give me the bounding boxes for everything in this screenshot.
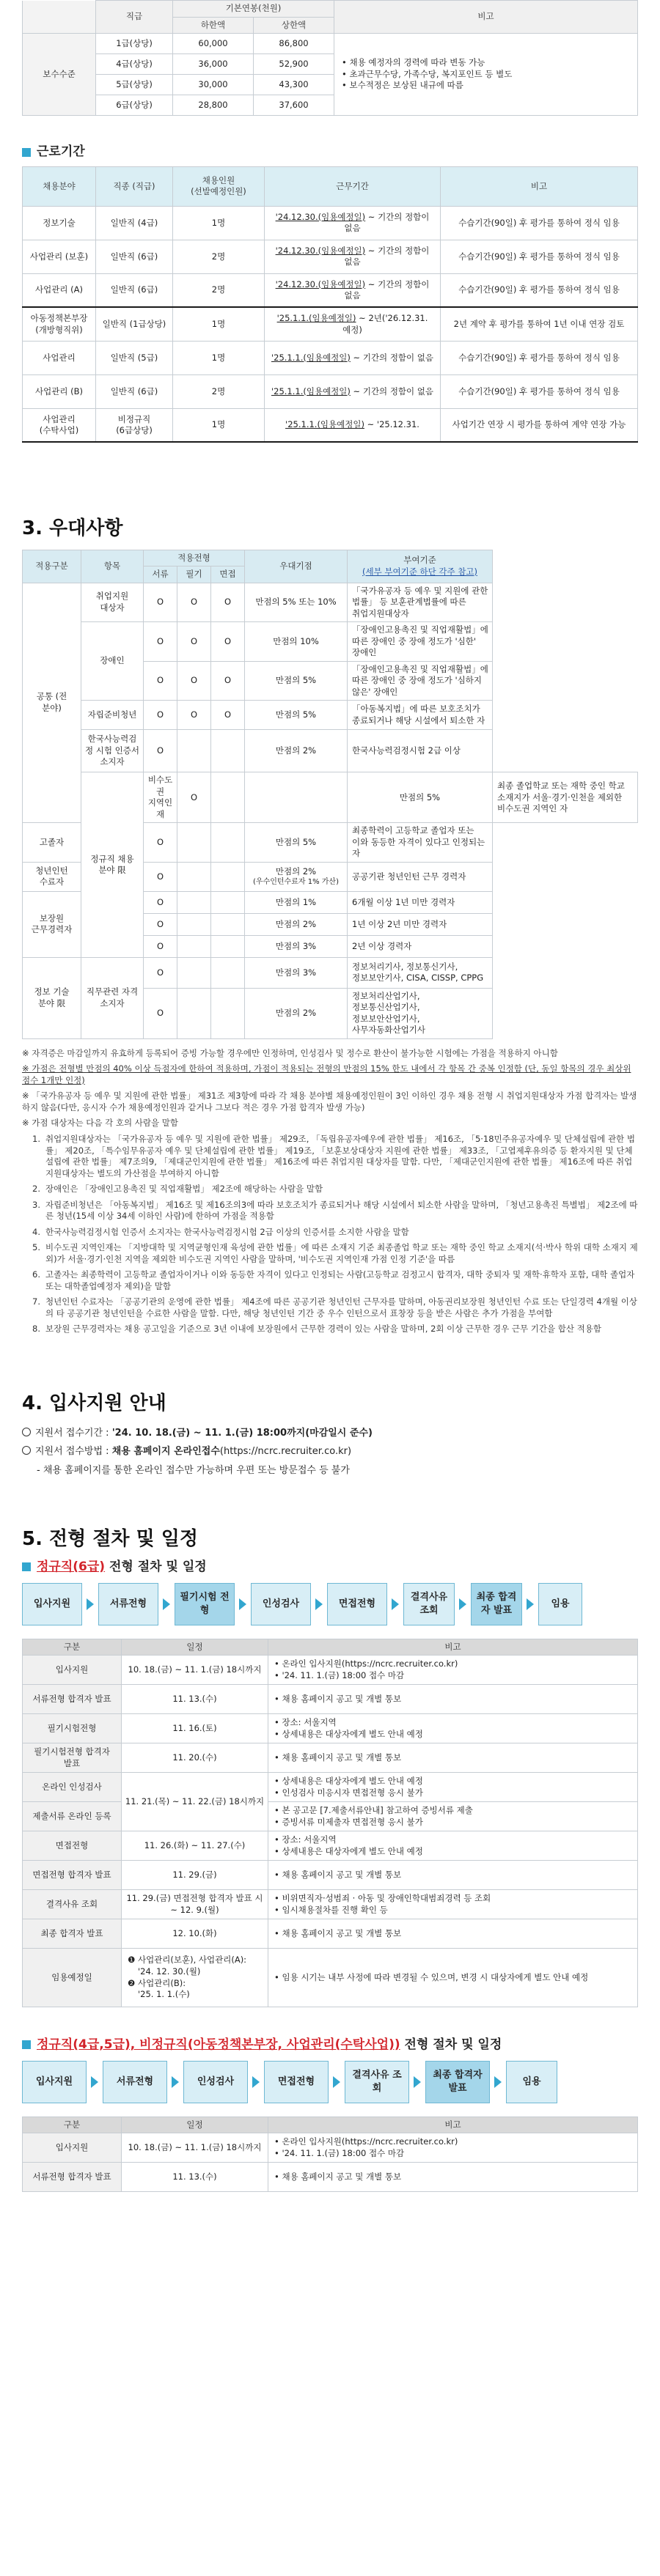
salary-min: 30,000 [173,75,254,95]
salary-grade: 6급(상당) [96,95,173,116]
arrow-right-icon [315,1598,323,1610]
pref-basis: 공공기관 청년인턴 근무 경력자 [348,862,493,891]
circle-bullet-icon [22,1428,31,1436]
pref-mark-empty [211,772,245,823]
term-table [22,166,638,443]
pref-scope: 만점의 5% [245,701,348,730]
pref-mark-empty [177,935,211,957]
pref-item: 자립준비청년 [81,701,144,730]
table-row [23,2133,638,2163]
salary-max: 37,600 [254,95,334,116]
note-item: 8. 보장원 근무경력자는 채용 공고일을 기준으로 3년 이내에 보장원에서 근무한 경력이 있는 사람을 말하며, 2회 이상 근무한 경우 근무 기간을 합산 적용함 [32,1324,601,1335]
sched-date: 11. 20.(수) [122,1743,268,1773]
pref-mark: O [144,935,177,957]
pref-mark-empty [177,862,211,891]
sched-header-note: 비고 [268,1639,638,1656]
table-row [23,1949,638,2007]
salary-note-1: • 채용 예정자의 경력에 따라 변동 가능 [342,57,485,68]
sched-stage: 서류전형 합격자 발표 [23,2163,122,2192]
flow-step: 서류전형 [103,2061,167,2103]
process-title: 5. 전형 절차 및 일정 [22,1528,198,1551]
pref-basis: 6개월 이상 1년 미만 경력자 [348,891,493,913]
table-row [23,240,638,273]
table-row [23,408,638,442]
sched-header-date: 일정 [122,1639,268,1656]
schedule-table-1 [22,1639,638,2008]
salary-grade: 1급(상당) [96,34,173,54]
table-row [23,1656,638,1685]
circle-bullet-icon [22,1446,31,1455]
salary-grade: 5급(상당) [96,75,173,95]
sched-header-stage: 구분 [23,1639,122,1656]
pref-item: 보장원 근무경력자 [23,891,81,957]
flow-step: 최종 합격자 발표 [425,2061,490,2103]
sched-stage: 서류전형 합격자 발표 [23,1685,122,1714]
salary-header-max: 상한액 [254,17,334,34]
flow-step: 필기시험 전형 [175,1583,235,1625]
pref-mark: O [211,583,245,622]
term-field: 사업관리 (A) [23,273,96,307]
term-note: 수습기간(90일) 후 평가를 통하여 정식 임용 [441,341,638,374]
sched-stage: 면접전형 [23,1831,122,1861]
table-row [23,374,638,408]
table-row [23,1802,638,1831]
sched-date: 10. 18.(금) ~ 11. 1.(금) 18시까지 [122,2133,268,2163]
sched-stage: 필기시험전형 합격자 발표 [23,1743,122,1773]
pref-mark-empty [177,913,211,935]
pref-mark-empty [177,988,211,1038]
sched-note: • 채용 홈페이지 공고 및 개별 통보 [268,1685,638,1714]
pref-scope: 만점의 3% [245,935,348,957]
term-field: 사업관리 (B) [23,374,96,408]
sched-date: 11. 13.(수) [122,1685,268,1714]
note-item: 2. 장애인은 「장애인고용촉진 및 직업재활법」 제2조에 해당하는 사람을 말함 [32,1184,323,1195]
note-2: ※ 가점은 전형별 만점의 40% 이상 득점자에 한하여 적용하며, 가점이 적용되는 전형의 만점의 15% 한도 내에서 각 항목 간 중복 인정함 (단, 동일 항목의 경우 최상위점수 1개만 인정) [22,1063,631,1085]
pref-group-it: 정보 기술 분야 限 [23,957,81,1038]
arrow-right-icon [527,1598,534,1610]
sched-stage: 최종 합격자 발표 [23,1919,122,1949]
flow-step: 결격사유 조회 [345,2061,409,2103]
pref-scope: 만점의 5% [245,823,348,863]
flow-step: 인성검사 [251,1583,311,1625]
schedule-table-2 [22,2116,638,2193]
pref-mark-empty [177,957,211,988]
flow-step: 면접전형 [327,1583,387,1625]
pref-basis: 「국가유공자 등 예우 및 지원에 관한 법률」 등 보훈관계법률에 따른 취업지원대상자 [348,583,493,622]
term-period: '25.1.1.(임용예정일) ~ 기간의 정함이 없음 [265,374,441,408]
flow-step: 면접전형 [264,2061,329,2103]
salary-table [22,0,638,116]
pref-scope: 만점의 5% 또는 10% [245,583,348,622]
term-header-count: 채용인원 (선발예정인원) [173,166,265,206]
arrow-right-icon [91,2076,98,2088]
term-count: 2명 [173,273,265,307]
salary-min: 60,000 [173,34,254,54]
table-row [23,1773,638,1802]
sched-header-date: 일정 [122,2116,268,2133]
term-title: 근로기간 [37,144,85,160]
pref-scope: 만점의 2% [245,913,348,935]
table-row [23,1831,638,1861]
sched-stage: 입사지원 [23,2133,122,2163]
apply-note: - 채용 홈페이지를 통한 온라인 접수만 가능하며 우편 또는 방문접수 등 불가 [37,1464,350,1476]
pref-mark: O [144,823,177,863]
salary-note-2: • 초과근무수당, 가족수당, 복지포인트 등 별도 [342,68,513,79]
pref-mark: O [144,661,177,701]
sched-note: • 온라인 입사지원(https://ncrc.recruiter.co.kr) • '24. 11. 1.(금) 18:00 접수 마감 [268,2133,638,2163]
term-field: 정보기술 [23,206,96,240]
pref-mark: O [177,701,211,730]
term-count: 1명 [173,307,265,341]
pref-mark: O [177,622,211,662]
arrow-right-icon [163,1598,170,1610]
pref-item: 취업지원 대상자 [81,583,144,622]
process-flow-1 [22,1583,638,1625]
term-type: 일반직 (6급) [96,374,173,408]
pref-group-regular: 정규직 채용 분야 限 [81,772,144,958]
salary-group-label: 보수수준 [23,34,96,116]
sched-note: • 채용 홈페이지 공고 및 개별 통보 [268,2163,638,2192]
salary-header-base: 기본연봉(천원) [173,1,334,18]
salary-header-grade: 직급 [96,1,173,34]
pref-mark-empty [211,891,245,913]
sched-header-stage: 구분 [23,2116,122,2133]
term-note: 수습기간(90일) 후 평가를 통하여 정식 임용 [441,206,638,240]
term-note: 수습기간(90일) 후 평가를 통하여 정식 임용 [441,273,638,307]
sched-stage: 필기시험전형 [23,1714,122,1743]
flow-step: 임용 [538,1583,582,1625]
pref-mark-empty [211,957,245,988]
table-row [23,1743,638,1773]
arrow-right-icon [239,1598,246,1610]
process-sub2: 정규직(4급,5급), 비정규직(아동정책본부장, 사업관리(수탁사업)) 전형 절차 및 일정 [22,2037,638,2053]
sched-stage: 면접전형 합격자 발표 [23,1861,122,1890]
pref-mark: O [211,622,245,662]
pref-mark-empty [177,730,211,772]
term-count: 2명 [173,240,265,273]
flow-step: 임용 [506,2061,557,2103]
pref-mark-empty [211,730,245,772]
sched-stage: 온라인 인성검사 [23,1773,122,1802]
table-row [23,206,638,240]
flow-step: 서류전형 [98,1583,158,1625]
salary-max: 86,800 [254,34,334,54]
note-item: 7. 청년인턴 수료자는 「공공기관의 운영에 관한 법률」 제4조에 따른 공공기관 청년인턴 근무자를 말하며, 아동권리보장원 청년인턴 수료 또는 단일경력 4개월 이상의 타 공공기관 청년인턴을 수료한 사람을 말함. 다만, 해당 청년인턴 기간 중 우수 인턴으로서 표창장 등을 받은 사람은 추가 가점을 부여함 [32,1296,637,1318]
arrow-right-icon [494,2076,502,2088]
arrow-right-icon [333,2076,340,2088]
pref-mark: O [144,622,177,662]
process-flow-2 [22,2061,638,2103]
pref-mark: O [211,701,245,730]
term-note: 수습기간(90일) 후 평가를 통하여 정식 임용 [441,374,638,408]
arrow-right-icon [392,1598,399,1610]
term-period: '24.12.30.(임용예정일) ~ 기간의 정함이 없음 [265,273,441,307]
sched-date: 11. 16.(토) [122,1714,268,1743]
apply-url-link[interactable]: (https://ncrc.recruiter.co.kr) [219,1446,352,1458]
pref-header-scope: 우대기점 [245,550,348,583]
pref-scope: 만점의 2% [245,730,348,772]
sched-note: • 채용 홈페이지 공고 및 개별 통보 [268,1743,638,1773]
apply-title: 4. 입사지원 안내 [22,1392,166,1414]
pref-basis: 「장애인고용촉진 및 직업재활법」에 따른 장애인 중 장애 정도가 '심한' 장애인 [348,622,493,662]
pref-basis: 정보처리기사, 정보통신기사, 정보보안기사, CISA, CISSP, CPPG [348,957,493,988]
note-item: 1. 취업지원대상자는 「국가유공자 등 예우 및 지원에 관한 법률」 제29조, 「독립유공자예우에 관한 법률」 제16조, 「5·18민주유공자예우 및 단체설립에 관한 법률」 제20조, 「특수임무유공자 예우 및 단체설립에 관한 법률」 제19조, 「보훈보상대상자 지원에 관한 법률」 제33조, 「고엽제후유의증 등 환자지원 및 단체설립에 관한 법률」 제7조의9, 「제대군인지원에 관한 법률」 제16조에 따른 취업지원 대상자를 말함. 다만, 「제대군인지원에 관한 법률」 제16조에 따른 취업지원대상자는 별도의 가산점을 부여하지 아니함 [32,1134,635,1178]
term-type: 일반직 (1급상당) [96,307,173,341]
pref-mark-empty [245,772,348,823]
term-period: '24.12.30.(임용예정일) ~ 기간의 정함이 없음 [265,206,441,240]
salary-corner [23,1,96,34]
term-type: 일반직 (6급) [96,273,173,307]
pref-table [22,550,638,1039]
process-sub1: 정규직(6급) 전형 절차 및 일정 [22,1559,638,1576]
flow-step: 입사지원 [22,1583,82,1625]
square-bullet-icon [22,1562,31,1571]
arrow-right-icon [172,2076,179,2088]
pref-item: 고졸자 [23,823,81,863]
salary-max: 43,300 [254,75,334,95]
flow-step: 최종 합격자 발표 [471,1583,522,1625]
pref-scope: 만점의 2% (우수인턴수료자 1% 가산) [245,862,348,891]
pref-basis: 최종 졸업학교 또는 재학 중인 학교 소재지가 서울·경기·인천을 제외한 비수도권 지역인 자 [493,772,638,823]
pref-mark: O [144,583,177,622]
pref-mark: O [144,701,177,730]
sched-date: ❶ 사업관리(보훈), 사업관리(A): '24. 12. 30.(월) ❷ 사업관리(B): '25. 1. 1.(수) [122,1949,268,2007]
pref-scope: 만점의 2% [245,988,348,1038]
pref-scope: 만점의 5% [245,661,348,701]
sched-note: • 온라인 입사지원(https://ncrc.recruiter.co.kr) • '24. 11. 1.(금) 18:00 접수 마감 [268,1656,638,1685]
term-field: 사업관리 (보훈) [23,240,96,273]
apply-period: 지원서 접수기간 : '24. 10. 18.(금) ~ 11. 1.(금) 18:00까지(마감일시 준수) [22,1427,638,1440]
term-type: 일반직 (4급) [96,206,173,240]
salary-note [334,34,638,116]
note-item: 4. 한국사능력검정시험 인증서 소지자는 한국사능력검정시험 2급 이상의 인증서를 소지한 사람을 말함 [32,1226,409,1237]
table-row [23,1685,638,1714]
term-field: 사업관리 (수탁사업) [23,408,96,442]
pref-mark: O [144,730,177,772]
pref-mark-empty [211,823,245,863]
note-3: ※ 「국가유공자 등 예우 및 지원에 관한 법률」 제31조 제3항에 따라 각 채용 분야별 채용예정인원이 3인 이하인 경우 채용 전형 시 취업지원대상자 가점 합격자는 발생하지 않음(다만, 응시자 수가 채용예정인원과 같거나 그보다 적은 경우 가점 합격자 발생 가능) [22,1090,637,1112]
salary-min: 28,800 [173,95,254,116]
pref-header-written: 필기 [177,567,211,583]
pref-mark: O [144,957,177,988]
sched-note: • 채용 홈페이지 공고 및 개별 통보 [268,1861,638,1890]
note-item: 6. 고졸자는 최종학력이 고등학교 졸업자이거나 이와 동등한 자격이 있다고 인정되는 사람(고등학교 검정고시 합격자, 대학 중퇴자 및 재학·휴학자 포함, 대학 졸업자 또는 대학졸업예정자 제외)을 말함 [32,1269,635,1291]
term-header-period: 근무기간 [265,166,441,206]
pref-header-type: 적용구분 [23,550,81,583]
pref-mark-empty [211,988,245,1038]
term-type: 일반직 (5급) [96,341,173,374]
term-header-note: 비고 [441,166,638,206]
pref-scope: 만점의 3% [245,957,348,988]
sched-date: 11. 29.(금) 면접전형 합격자 발표 시 ~ 12. 9.(월) [122,1890,268,1919]
apply-method: 지원서 접수방법 : 채용 홈페이지 온라인접수(https://ncrc.recruiter.co.kr) [22,1445,638,1458]
sched-stage: 제출서류 온라인 등록 [23,1802,122,1831]
table-row [23,307,638,341]
pref-scope: 만점의 5% [348,772,493,823]
pref-notes [22,1048,638,1335]
pref-mark-empty [177,823,211,863]
term-period: '24.12.30.(임용예정일) ~ 기간의 정함이 없음 [265,240,441,273]
term-header-type: 직종 (직급) [96,166,173,206]
pref-mark-empty [211,862,245,891]
pref-item: 장애인 [81,622,144,701]
pref-mark: O [211,661,245,701]
salary-min: 36,000 [173,54,254,75]
arrow-right-icon [414,2076,421,2088]
pref-mark: O [144,862,177,891]
pref-item: 직무관련 자격 소지자 [81,957,144,1038]
pref-scope: 만점의 1% [245,891,348,913]
pref-basis: 1년 이상 2년 미만 경력자 [348,913,493,935]
apply-section [22,1427,638,1477]
term-count: 1명 [173,206,265,240]
square-bullet-icon [22,148,31,157]
pref-mark: O [144,988,177,1038]
term-period: '25.1.1.(임용예정일) ~ 기간의 정함이 없음 [265,341,441,374]
pref-mark-empty [211,935,245,957]
square-bullet-icon [22,2040,31,2049]
pref-basis: 정보처리산업기사, 정보통신산업기사, 정보보안산업기사, 사무자동화산업기사 [348,988,493,1038]
table-row [23,2163,638,2192]
pref-item: 비수도권 지역인재 [144,772,177,823]
sched-date: 10. 18.(금) ~ 11. 1.(금) 18시까지 [122,1656,268,1685]
pref-basis: 한국사능력검정시험 2급 이상 [348,730,493,772]
pref-mark: O [177,772,211,823]
note-1: ※ 자격증은 마감일까지 유효하게 등록되어 증빙 가능할 경우에만 인정하며, 인성검사 및 정수로 환산이 불가능한 시험에는 가점을 적용하지 아니함 [22,1047,558,1058]
term-period: '25.1.1.(임용예정일) ~ '25.12.31. [265,408,441,442]
salary-grade: 4급(상당) [96,54,173,75]
sched-stage: 결격사유 조회 [23,1890,122,1919]
pref-mark-empty [177,891,211,913]
pref-scope: 만점의 10% [245,622,348,662]
sched-stage: 임용예정일 [23,1949,122,2007]
pref-mark: O [144,891,177,913]
term-header-field: 채용분야 [23,166,96,206]
salary-header-min: 하한액 [173,17,254,34]
pref-mark-empty [211,913,245,935]
table-row [23,1919,638,1949]
arrow-right-icon [459,1598,466,1610]
term-count: 1명 [173,408,265,442]
sched-note: • 장소: 서울지역 • 상세내용은 대상자에게 별도 안내 예정 [268,1831,638,1861]
sched-stage: 입사지원 [23,1656,122,1685]
flow-step: 입사지원 [22,2061,87,2103]
term-heading [22,144,638,160]
pref-mark: O [177,583,211,622]
pref-basis: 2년 이상 경력자 [348,935,493,957]
pref-item: 청년인턴 수료자 [23,862,81,891]
pref-basis: 최종학력이 고등학교 졸업자 또는 이와 동등한 자격이 있다고 인정되는 자 [348,823,493,863]
term-count: 2명 [173,374,265,408]
term-period: '25.1.1.(임용예정일) ~ 2년('26.12.31.예정) [265,307,441,341]
table-row [23,1714,638,1743]
pref-title: 3. 우대사항 [22,517,123,540]
term-field: 아동정책본부장 (개방형직위) [23,307,96,341]
flow-step: 인성검사 [183,2061,248,2103]
sched-date: 11. 13.(수) [122,2163,268,2192]
flow-step: 결격사유 조회 [403,1583,455,1625]
sched-date: 11. 26.(화) ~ 11. 27.(수) [122,1831,268,1861]
arrow-right-icon [252,2076,260,2088]
table-row [23,273,638,307]
pref-basis: 「장애인고용촉진 및 직업재활법」에 따른 장애인 중 장애 정도가 '심하지 않은' 장애인 [348,661,493,701]
term-type: 비정규직 (6급상당) [96,408,173,442]
table-row [23,341,638,374]
pref-header-doc: 서류 [144,567,177,583]
note-4: ※ 가점 대상자는 다음 각 호의 사람을 말함 [22,1118,178,1129]
pref-header-item: 항목 [81,550,144,583]
arrow-right-icon [87,1598,94,1610]
pref-header-interview: 면접 [211,567,245,583]
pref-item: 한국사능력검정 시험 인증서 소지자 [81,730,144,772]
sched-date: 11. 29.(금) [122,1861,268,1890]
sched-date: 12. 10.(화) [122,1919,268,1949]
sched-note: • 비위면직자·성범죄 · 아동 및 장애인학대범죄경력 등 조회 • 임시채용절차를 진행 확인 등 [268,1890,638,1919]
sched-note: • 채용 홈페이지 공고 및 개별 통보 [268,1919,638,1949]
sched-note: • 장소: 서울지역 • 상세내용은 대상자에게 별도 안내 예정 [268,1714,638,1743]
pref-mark: O [144,913,177,935]
term-note: 사업기간 연장 시 평가를 통하여 계약 연장 가능 [441,408,638,442]
table-row [23,1890,638,1919]
term-note: 수습기간(90일) 후 평가를 통하여 정식 임용 [441,240,638,273]
pref-group-common: 공통 (전 분야) [23,583,81,823]
term-type: 일반직 (6급) [96,240,173,273]
table-row [23,1861,638,1890]
term-field: 사업관리 [23,341,96,374]
sched-date: 11. 21.(목) ~ 11. 22.(금) 18시까지 [122,1773,268,1831]
pref-header-basis: 부여기준 (세부 부여기준 하단 각주 참고) [348,550,493,583]
salary-note-3: • 보수적정은 보상된 내규에 따름 [342,80,463,91]
salary-header-note: 비고 [334,1,638,34]
sched-header-note: 비고 [268,2116,638,2133]
pref-header-stage: 적용전형 [144,550,245,567]
note-item: 5. 비수도권 지역인재는 「지방대학 및 지역균형인재 육성에 관한 법률」에 따른 소재지 기준 최종졸업 학교 또는 재학 중인 학교 소재지(석·박사 학위 대학 소재지 제외)가 서울·경기·인천 지역을 제외한 비수도권 지역인 사람을 말하며, '비수도권 지역인재 가점 인정 기준'을 따름 [32,1242,638,1264]
term-note: 2년 계약 후 평가를 통하여 1년 이내 연장 검토 [441,307,638,341]
salary-max: 52,900 [254,54,334,75]
term-count: 1명 [173,341,265,374]
sched-note: • 상세내용은 대상자에게 별도 안내 예정 • 인성검사 미응시자 면접전형 응시 불가 [268,1773,638,1802]
pref-basis: 「아동복지법」에 따른 보호조치가 종료되거나 해당 시설에서 퇴소한 자 [348,701,493,730]
note-item: 3. 자립준비청년은 「아동복지법」 제16조 및 제16조의3에 따라 보호조치가 종료되거나 해당 시설에서 퇴소한 사람을 말하며, 「청년고용촉진 특별법」 제2조에 따른 청년(15세 이상 34세 이하인 사람)에 한하여 가점을 적용함 [32,1199,638,1222]
pref-mark: O [177,661,211,701]
sched-note: • 임용 시기는 내부 사정에 따라 변경될 수 있으며, 변경 시 대상자에게 별도 안내 예정 [268,1949,638,2007]
sched-note: • 본 공고문 [7.제출서류안내] 참고하여 증빙서류 제출 • 증빙서류 미제출자 면접전형 응시 불가 [268,1802,638,1831]
